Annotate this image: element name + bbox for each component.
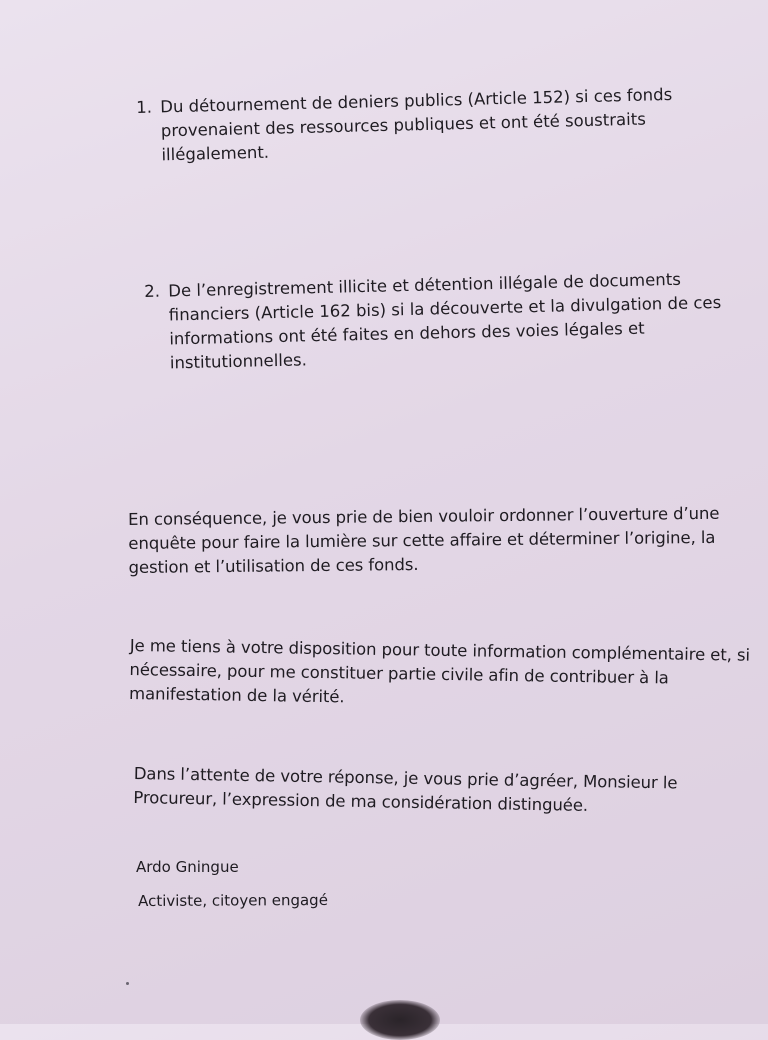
text-line: nécessaire, pour me constituer partie civile afin de contribuer à la bbox=[129, 659, 669, 688]
text-line: Du détournement de deniers publics (Article 152) si ces fonds bbox=[160, 84, 673, 117]
text-line: Procureur, l’expression de ma considération distinguée. bbox=[133, 787, 589, 815]
text-line: De l’enregistrement illicite et détention illégale de documents bbox=[168, 269, 682, 301]
text-line: enquête pour faire la lumière sur cette affaire et déterminer l’origine, la bbox=[128, 527, 716, 553]
paper-speck bbox=[126, 982, 129, 985]
text-line: provenaient des ressources publiques et ont été soustraits bbox=[160, 109, 647, 141]
text-line: Dans l’attente de votre réponse, je vous prie d’agréer, Monsieur le bbox=[133, 763, 678, 793]
list-number: 2. bbox=[144, 281, 161, 301]
finger-shadow bbox=[360, 1000, 440, 1040]
paragraph-closing bbox=[133, 762, 677, 819]
text-line: financiers (Article 162 bis) si la découverte et la divulgation de ces bbox=[168, 292, 722, 325]
text-line: manifestation de la vérité. bbox=[128, 683, 345, 707]
text-line: illégalement. bbox=[161, 142, 270, 165]
text-line: Je me tiens à votre disposition pour toute information complémentaire et, si bbox=[129, 635, 751, 665]
text-line: En conséquence, je vous prie de bien vouloir ordonner l’ouverture d’une bbox=[128, 503, 720, 529]
list-number: 1. bbox=[136, 97, 153, 117]
list-item-text bbox=[168, 267, 723, 376]
paragraph-request-investigation bbox=[128, 502, 720, 580]
text-line: gestion et l’utilisation de ces fonds. bbox=[128, 554, 419, 577]
text-line: institutionnelles. bbox=[169, 350, 308, 373]
list-item-text bbox=[160, 83, 674, 167]
signature-name: Ardo Gningue bbox=[136, 858, 239, 876]
paragraph-availability bbox=[129, 634, 750, 716]
text-line: informations ont été faites en dehors des voies légales et bbox=[169, 318, 645, 349]
signature-title: Activiste, citoyen engagé bbox=[138, 891, 328, 910]
